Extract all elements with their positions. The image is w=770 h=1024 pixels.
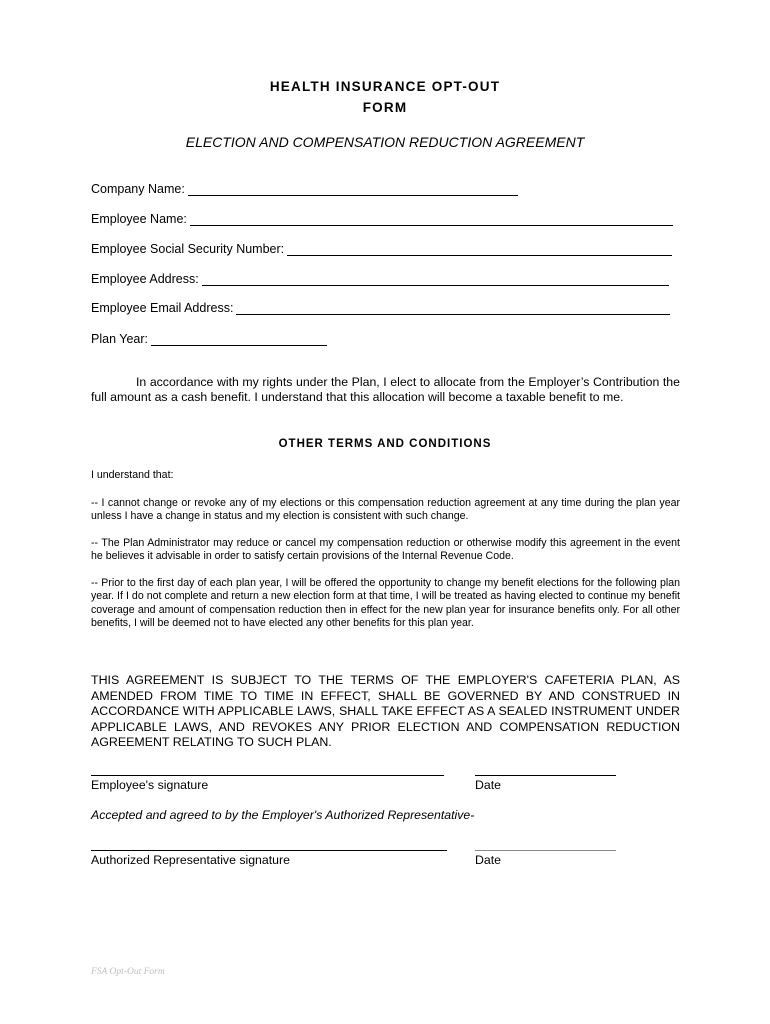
rep-date-line[interactable]	[475, 850, 616, 851]
company-name-field[interactable]	[91, 180, 518, 196]
ssn-line[interactable]	[287, 243, 672, 256]
form-title-line2: FORM	[362, 100, 408, 115]
rep-signature-line[interactable]	[91, 850, 447, 851]
employee-name-field[interactable]	[91, 210, 673, 226]
rep-date-label: Date	[475, 853, 501, 867]
plan-year-field[interactable]	[91, 330, 327, 346]
terms-item: -- The Plan Administrator may reduce or cancel my compensation reduction or otherwise modify this agreement in the event he believes it advisable in order to satisfy certain provisions of the Internal Revenue Code.	[91, 537, 680, 563]
accepted-text: Accepted and agreed to by the Employer's Authorized Representative-	[91, 808, 475, 822]
employee-signature-label: Employee's signature	[91, 778, 209, 792]
agreement-paragraph: THIS AGREEMENT IS SUBJECT TO THE TERMS OF THE EMPLOYER'S CAFETERIA PLAN, AS AMENDED FROM TIME TO TIME IN EFFECT, SHALL BE GOVERNED BY AND CONSTRUED IN ACCORDANCE WITH APPLICABLE LAWS, SHALL TAKE EFFECT AS A SEALED INSTRUMENT UNDER APPLICABLE LAWS, AND REVOKES ANY PRIOR ELECTION AND COMPENSATION REDUCTION AGREEMENT RELATING TO SUCH PLAN.	[91, 673, 680, 749]
ssn-field[interactable]	[91, 240, 672, 256]
company-name-line[interactable]	[188, 183, 518, 196]
email-field[interactable]	[91, 299, 670, 315]
address-line[interactable]	[202, 273, 669, 286]
plan-year-label: Plan Year:	[91, 332, 148, 346]
company-name-label: Company Name:	[91, 182, 185, 196]
email-label: Employee Email Address:	[91, 301, 234, 315]
employee-name-label: Employee Name:	[91, 212, 187, 226]
form-title-line1: HEALTH INSURANCE OPT-OUT	[269, 79, 501, 94]
address-label: Employee Address:	[91, 272, 199, 286]
ssn-label: Employee Social Security Number:	[91, 242, 285, 256]
terms-item: -- I cannot change or revoke any of my elections or this compensation reduction agreement at any time during the plan year unless I have a change in status and my election is consistent with such change.	[91, 497, 680, 523]
employee-name-line[interactable]	[190, 213, 673, 226]
rep-signature-label: Authorized Representative signature	[91, 853, 290, 867]
employee-date-line[interactable]	[475, 775, 616, 776]
address-field[interactable]	[91, 270, 669, 286]
terms-item: -- Prior to the first day of each plan year, I will be offered the opportunity to change my benefit elections for the following plan year. If I do not complete and return a new election form at that time, I will be treated as having elected to continue my benefit coverage and amount of compensation reduction then in effect for the new plan year for insurance benefits only. For all other benefits, I will be deemed not to have elected any other benefits for this plan year.	[91, 577, 680, 629]
terms-heading: OTHER TERMS AND CONDITIONS	[278, 438, 492, 450]
plan-year-line[interactable]	[151, 333, 327, 346]
terms-intro: I understand that:	[91, 469, 174, 481]
email-line[interactable]	[236, 302, 670, 315]
page-footer: FSA Opt-Out Form	[91, 967, 165, 977]
employee-signature-line[interactable]	[91, 775, 444, 776]
employee-date-label: Date	[475, 778, 501, 792]
form-subtitle: ELECTION AND COMPENSATION REDUCTION AGREEMENT	[185, 134, 585, 150]
election-paragraph: In accordance with my rights under the Plan, I elect to allocate from the Employer’s Contribution the full amount as a cash benefit. I understand that this allocation will become a taxable benefit to me.	[91, 375, 680, 404]
